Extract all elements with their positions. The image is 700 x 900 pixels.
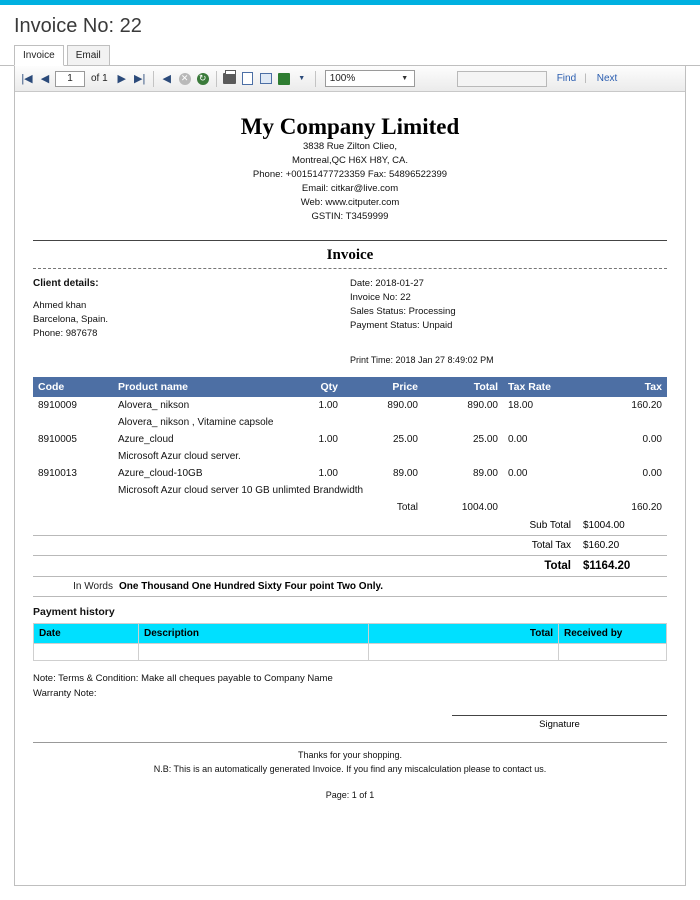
note-terms: Note: Terms & Condition: Make all cheques payable to Company Name (33, 673, 333, 684)
client-details (33, 277, 350, 367)
line-items-table (33, 377, 667, 516)
item-price: 89.00 (392, 468, 418, 479)
zoom-value: 100% (329, 73, 356, 84)
chevron-down-icon[interactable]: ▼ (298, 75, 306, 82)
tab-bar (0, 44, 700, 66)
amount-in-words (33, 577, 667, 597)
column-product-name: Product name (113, 377, 288, 397)
totals-label: Total (396, 502, 418, 513)
item-description: Microsoft Azur cloud server. (118, 451, 241, 462)
client-city: Barcelona, Spain. (33, 314, 108, 325)
export-icon[interactable] (276, 70, 292, 88)
toolbar-separator (153, 71, 154, 87)
column-total: Total (423, 377, 503, 397)
item-description: Microsoft Azur cloud server 10 GB unlimted Brandwidth (118, 485, 364, 496)
payment-description-cell (139, 644, 369, 661)
page-setup-icon[interactable] (240, 70, 256, 88)
toolbar-separator-3 (315, 71, 316, 87)
page-title: Invoice No: 22 (14, 15, 142, 37)
item-price: 25.00 (392, 434, 418, 445)
notes-block (33, 671, 667, 701)
spacer-cell (33, 499, 113, 516)
company-gstin: GSTIN: T3459999 (311, 211, 389, 222)
grand-total-row (33, 556, 667, 577)
find-input[interactable] (457, 71, 547, 87)
item-total: 89.00 (472, 468, 498, 479)
last-page-icon[interactable]: ▶| (134, 73, 146, 85)
payment-row (34, 644, 667, 661)
signature-box (452, 715, 667, 730)
totals-tax: 160.20 (631, 502, 662, 513)
item-total: 25.00 (472, 434, 498, 445)
sales-status: Sales Status: Processing (350, 306, 456, 317)
company-name: My Company Limited (240, 114, 460, 139)
stop-icon[interactable]: ✕ (177, 70, 193, 88)
table-row-description (33, 448, 667, 465)
column-tax: Tax (563, 377, 667, 397)
spacer-cell (33, 482, 113, 499)
item-tax-rate: 0.00 (508, 434, 528, 445)
table-row-description (33, 482, 667, 499)
footer-nb: N.B: This is an automatically generated Invoice. If you find any miscalculation please to contact us. (153, 764, 547, 774)
back-icon[interactable]: ◀ (162, 73, 171, 85)
report-toolbar (15, 66, 685, 92)
page-number-input[interactable]: 1 (55, 71, 85, 87)
item-code: 8910009 (38, 400, 77, 411)
item-total: 890.00 (467, 400, 498, 411)
item-price: 890.00 (387, 400, 418, 411)
summary-table (33, 516, 667, 577)
payment-received-by-cell (559, 644, 667, 661)
spacer-cell (33, 414, 113, 431)
item-qty: 1.00 (318, 434, 338, 445)
item-tax-rate: 18.00 (508, 400, 534, 411)
in-words-value: One Thousand One Hundred Sixty Four point Two Only. (119, 581, 384, 592)
item-product: Alovera_ nikson (118, 400, 190, 411)
sub-total-label: Sub Total (33, 516, 577, 536)
item-qty: 1.00 (318, 400, 338, 411)
refresh-icon[interactable]: ↻ (195, 70, 211, 88)
table-header-row (33, 377, 667, 397)
company-web: Web: www.citputer.com (300, 197, 400, 208)
tab-invoice[interactable]: Invoice (14, 45, 64, 66)
column-payment-total: Total (369, 624, 559, 644)
column-payment-date: Date (34, 624, 139, 644)
print-icon[interactable] (222, 70, 238, 88)
totals-row (33, 499, 667, 516)
item-tax-rate: 0.00 (508, 468, 528, 479)
payment-history-table (33, 623, 667, 661)
first-page-icon[interactable]: |◀ (21, 73, 33, 85)
client-details-title: Client details: (33, 278, 99, 289)
zoom-chevron-down-icon[interactable]: ▼ (401, 75, 409, 82)
payment-history-title: Payment history (33, 606, 115, 618)
table-row (33, 465, 667, 482)
payment-date-cell (34, 644, 139, 661)
company-email: Email: citkar@live.com (301, 183, 399, 194)
next-page-icon[interactable]: ▶ (117, 73, 126, 85)
column-price: Price (343, 377, 423, 397)
signature-area (33, 715, 667, 730)
column-qty: Qty (288, 377, 343, 397)
client-name: Ahmed khan (33, 300, 87, 311)
find-next-button[interactable]: Next (596, 73, 618, 84)
signature-label: Signature (539, 719, 580, 730)
sub-total-row (33, 516, 667, 536)
client-phone: Phone: 987678 (33, 328, 98, 339)
company-address-line1: 3838 Rue Zilton Clieo, (303, 141, 397, 152)
item-tax: 0.00 (642, 434, 662, 445)
item-product: Azure_cloud (118, 434, 174, 445)
totals-total: 1004.00 (461, 502, 498, 513)
invoice-meta (33, 277, 667, 367)
payment-header-row (34, 624, 667, 644)
company-address-line2: Montreal,QC H6X H8Y, CA. (292, 155, 408, 166)
total-tax-label: Total Tax (33, 536, 577, 556)
grand-total-value: $1164.20 (577, 556, 667, 577)
divider-solid (33, 240, 667, 241)
report-viewer (14, 66, 686, 886)
tab-email[interactable]: Email (67, 45, 110, 65)
find-separator: | (584, 73, 587, 84)
spacer-cell (33, 448, 113, 465)
document-heading: Invoice (326, 247, 374, 263)
item-description: Alovera_ nikson , Vitamine capsole (118, 417, 274, 428)
in-words-label: In Words (73, 581, 113, 592)
company-phone-fax: Phone: +00151477723359 Fax: 54896522399 (252, 169, 448, 180)
report-footer (33, 742, 667, 776)
grand-total-label: Total (33, 556, 577, 577)
print-time: Print Time: 2018 Jan 27 8:49:02 PM (350, 355, 494, 365)
total-tax-row (33, 536, 667, 556)
spacer-cell (503, 499, 563, 516)
footer-thanks: Thanks for your shopping. (297, 750, 403, 760)
toolbar-separator-2 (216, 71, 217, 87)
previous-page-icon[interactable]: ◀ (40, 73, 50, 85)
column-code: Code (33, 377, 113, 397)
item-tax: 160.20 (631, 400, 662, 411)
invoice-number: Invoice No: 22 (350, 292, 411, 303)
total-tax-value: $160.20 (577, 536, 667, 556)
item-tax: 0.00 (642, 468, 662, 479)
page-count-label: of 1 (91, 73, 108, 84)
print-layout-icon[interactable] (258, 70, 274, 88)
column-payment-received-by: Received by (559, 624, 667, 644)
find-button[interactable]: Find (556, 73, 577, 84)
invoice-date: Date: 2018-01-27 (350, 278, 424, 289)
column-payment-description: Description (139, 624, 369, 644)
item-product: Azure_cloud-10GB (118, 468, 203, 479)
table-row (33, 397, 667, 414)
divider-dashed (33, 268, 667, 269)
report-content (15, 92, 685, 884)
column-tax-rate: Tax Rate (503, 377, 563, 397)
item-code: 8910013 (38, 468, 77, 479)
spacer-cell (113, 499, 288, 516)
payment-status: Payment Status: Unpaid (350, 320, 453, 331)
table-row (33, 431, 667, 448)
sub-total-value: $1004.00 (577, 516, 667, 536)
payment-total-cell (369, 644, 559, 661)
table-row-description (33, 414, 667, 431)
item-qty: 1.00 (318, 468, 338, 479)
invoice-details (350, 277, 667, 367)
zoom-select[interactable] (325, 70, 415, 87)
note-warranty: Warranty Note: (33, 688, 97, 699)
signature-line (452, 715, 667, 716)
page-indicator: Page: 1 of 1 (325, 790, 375, 800)
item-code: 8910005 (38, 434, 77, 445)
spacer-cell (288, 499, 343, 516)
